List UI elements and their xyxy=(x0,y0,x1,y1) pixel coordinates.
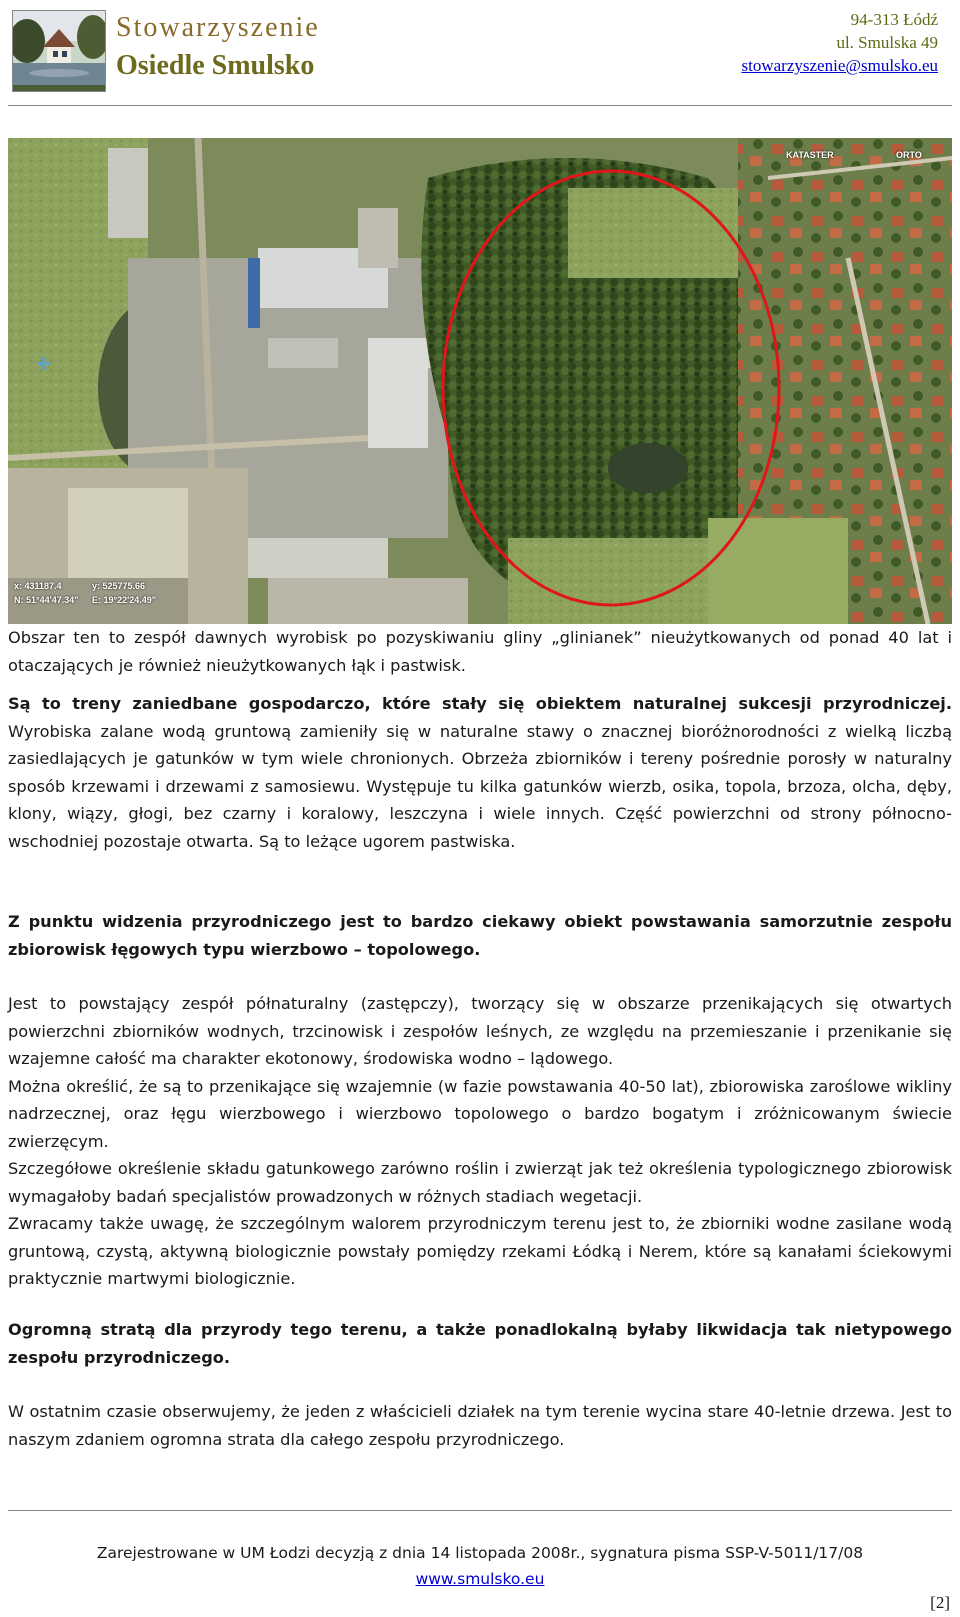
map-label-kataster: KATASTER xyxy=(786,150,834,160)
paragraph-succession xyxy=(8,690,952,855)
paragraph-6: Szczegółowe określenie składu gatunkowego zarówno roślin i zwierząt jak też określenia typologicznego zbiorowisk wymagałoby badań specjalistów prowadzonych w różnych stadiach wegetacji. xyxy=(8,1159,952,1206)
website-link[interactable]: www.smulsko.eu xyxy=(415,1570,545,1588)
org-name-line2: Osiedle Smulsko xyxy=(116,50,315,81)
paragraph-3: Z punktu widzenia przyrodniczego jest to bardzo ciekawy obiekt powstawania samorzutnie zespołu zbiorowisk łęgowych typu wierzbowo – topolowego. xyxy=(8,912,952,959)
street-address: ul. Smulska 49 xyxy=(836,33,938,52)
paragraph-logging xyxy=(8,1398,952,1453)
registration-note: Zarejestrowane w UM Łodzi decyzją z dnia 14 listopada 2008r., sygnatura pisma SSP-V-5011/17/08 xyxy=(96,1544,864,1562)
paragraph-intro xyxy=(8,624,952,679)
footer-divider xyxy=(8,1510,952,1511)
map-coord-e: E: 19°22'24.49" xyxy=(92,595,157,605)
succession-body: Wyrobiska zalane wodą gruntową zamieniły się w naturalne stawy o znacznej bioróżnorodności z wielką liczbą zasiedlających je gatunków w tym wiele chronionych. Obrzeża zbiorników i tereny pośrednie porosły w naturalny sposób krzewami i drzewami z samosiewu. Występuje tu kilka gatunków wierzb, osika, topola, brzoza, olcha, dęby, klony, wiązy, głogi, bez czarny i koralowy, leszczyna i wiele innych. Część powierzchni od strony północno-wschodniej pozostaje otwarta. Są to leżące ugorem pastwiska. xyxy=(8,721,952,851)
email-link[interactable]: stowarzyszenie@smulsko.eu xyxy=(741,56,938,75)
paragraph-9: W ostatnim czasie obserwujemy, że jeden z właścicieli działek na tym terenie wycina stare 40-letnie drzewa. Jest to naszym zdaniem ogromna strata dla całego zespołu przyrodniczego. xyxy=(8,1402,952,1449)
paragraph-8: Ogromną stratą dla przyrody tego terenu, a także ponadlokalną byłaby likwidacja tak nietypowego zespołu przyrodniczego. xyxy=(8,1320,952,1367)
logo-photo xyxy=(12,10,106,92)
paragraph-1: Obszar ten to zespół dawnych wyrobisk po pozyskiwaniu gliny „glinianek” nieużytkowanych od ponad 40 lat i otaczających je również nieużytkowanych łąk i pastwisk. xyxy=(8,628,952,675)
map-label-orto: ORTO xyxy=(896,150,922,160)
page-number: [2] xyxy=(930,1593,950,1612)
aerial-photo xyxy=(8,138,952,624)
paragraph-riparian-bold xyxy=(8,908,952,963)
paragraph-5: Można określić, że są to przenikające się wzajemnie (w fazie powstawania 40-50 lat), zbiorowiska zaroślowe wikliny nadrzecznej, oraz łęgu wierzbowego i wierzbowo topolowego o bardzo bogatym i zróżnicowanym świecie zwierzęcym. xyxy=(8,1076,952,1151)
map-coord-n: N: 51°44'47.34" xyxy=(14,595,79,605)
map-coord-y: y: 525775.66 xyxy=(92,581,146,591)
paragraph-7: Zwracamy także uwagę, że szczególnym walorem przyrodniczym terenu jest to, że zbiorniki wodne zasilane wodą gruntową, czystą, aktywną biologicznie powstały pomiędzy rzekami Łódką i Nerem, które są kanałami ściekowymi praktycznie martwymi biologicznie. xyxy=(8,1214,952,1288)
paragraph-loss-bold xyxy=(8,1316,952,1371)
succession-lead: Są to treny zaniedbane gospodarczo, które stały się obiektem naturalnej sukcesji przyrodniczej. xyxy=(8,694,952,713)
letterhead xyxy=(0,0,960,106)
map-coord-x: x: 431187.4 xyxy=(14,581,62,591)
svg-text:✛: ✛ xyxy=(36,354,52,374)
postal-code-city: 94-313 Łódź xyxy=(850,10,938,29)
aerial-map xyxy=(8,138,952,624)
header-divider xyxy=(8,105,952,106)
contact-block xyxy=(742,8,938,77)
paragraph-4: Jest to powstający zespół półnaturalny (zastępczy), tworzący się w obszarze przenikających się otwartych powierzchni zbiorników wodnych, trzcinowisk i zespołów leśnych, ze względu na przemieszanie i przenikanie się wzajemne całość ma charakter ekotonowy, środowiska wodno – lądowego. xyxy=(8,994,952,1068)
paragraph-ecotone xyxy=(8,990,952,1293)
footer xyxy=(0,1540,960,1592)
org-name-line1: Stowarzyszenie xyxy=(116,12,320,43)
